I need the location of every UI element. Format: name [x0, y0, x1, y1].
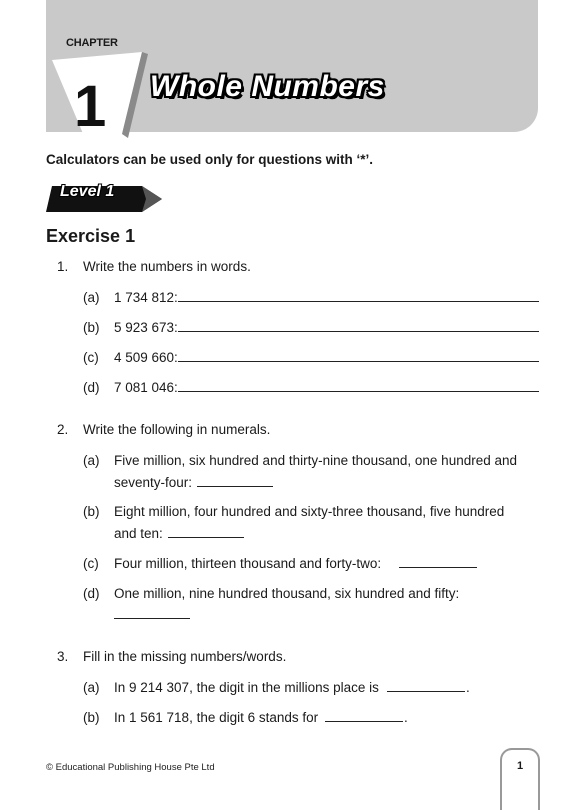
chapter-title: Whole Numbers	[150, 70, 385, 103]
q3a-label: (a)	[83, 680, 100, 695]
q2a-line2: seventy-four:	[114, 475, 193, 490]
question-2-number: 2.	[57, 422, 69, 437]
q2b-answer-line	[168, 537, 244, 538]
q3b-answer-line	[325, 721, 403, 722]
question-3-number: 3.	[57, 649, 69, 664]
page-number-tab	[500, 748, 540, 810]
q3b-text: In 1 561 718, the digit 6 stands for	[114, 710, 319, 725]
q1b-text: 5 923 673:	[114, 320, 178, 335]
q1a-answer-line	[178, 301, 539, 302]
q1d-label: (d)	[83, 380, 100, 395]
copyright-footer: © Educational Publishing House Pte Ltd	[46, 762, 215, 773]
calculator-note: Calculators can be used only for questions with ‘*’.	[46, 152, 374, 167]
chapter-label: CHAPTER	[66, 37, 118, 49]
q2d-answer-line	[114, 618, 190, 619]
q2d-line1: One million, nine hundred thousand, six hundred and fifty:	[114, 586, 460, 601]
q2c-label: (c)	[83, 556, 99, 571]
q2b-line2: and ten:	[114, 526, 163, 541]
q3a-text: In 9 214 307, the digit in the millions place is	[114, 680, 379, 695]
level-label: Level 1	[60, 183, 115, 200]
q2c-answer-line	[399, 567, 477, 568]
question-1-number: 1.	[57, 259, 69, 274]
q1d-text: 7 081 046:	[114, 380, 178, 395]
q2a-line1: Five million, six hundred and thirty-nine thousand, one hundred and	[114, 453, 518, 468]
q3b-label: (b)	[83, 710, 100, 725]
q1c-label: (c)	[83, 350, 99, 365]
chapter-number-badge	[44, 46, 154, 138]
q1c-text: 4 509 660:	[114, 350, 178, 365]
q3a-end: .	[466, 680, 470, 695]
page-number: 1	[516, 760, 524, 772]
q1a-text: 1 734 812:	[114, 290, 178, 305]
exercise-heading: Exercise 1	[46, 226, 136, 246]
q2a-label: (a)	[83, 453, 100, 468]
q2c-line1: Four million, thirteen thousand and forty-two:	[114, 556, 382, 571]
q1b-label: (b)	[83, 320, 100, 335]
q1a-label: (a)	[83, 290, 100, 305]
q2d-label: (d)	[83, 586, 100, 601]
q2b-line1: Eight million, four hundred and sixty-three thousand, five hundred	[114, 504, 505, 519]
q1c-answer-line	[178, 361, 539, 362]
q2b-label: (b)	[83, 504, 100, 519]
chapter-number: 1	[74, 74, 107, 138]
q2a-answer-line	[197, 486, 273, 487]
question-2-text: Write the following in numerals.	[83, 422, 271, 437]
question-3-text: Fill in the missing numbers/words.	[83, 649, 287, 664]
q3b-end: .	[404, 710, 408, 725]
question-1-text: Write the numbers in words.	[83, 259, 251, 274]
q1d-answer-line	[178, 391, 539, 392]
q3a-answer-line	[387, 691, 465, 692]
q1b-answer-line	[178, 331, 539, 332]
